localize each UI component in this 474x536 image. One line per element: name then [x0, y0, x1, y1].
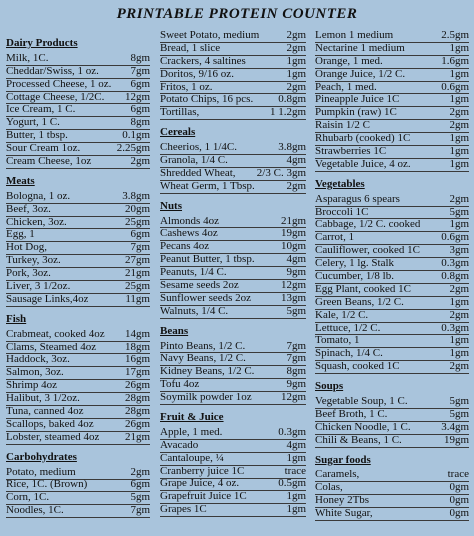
food-item: Bread, 1 slice	[160, 41, 221, 54]
protein-value: 3.4gm	[441, 420, 469, 433]
section-heading: Carbohydrates	[6, 450, 77, 463]
food-item: Butter, 1 tbsp.	[6, 129, 68, 142]
section-heading: Nuts	[160, 199, 183, 212]
food-item: Shrimp 4oz	[6, 379, 58, 392]
protein-value: 7gm	[286, 352, 306, 365]
food-item: Chili & Beans, 1 C.	[315, 433, 402, 446]
food-item: Doritos, 9/16 oz.	[160, 67, 234, 80]
food-item: Ice Cream, 1 C.	[6, 103, 76, 116]
food-item: Pumpkin (raw) 1C	[315, 106, 397, 119]
protein-value: 1gm	[449, 347, 469, 360]
protein-value: trace	[284, 464, 306, 477]
food-item: Sausage Links,4oz	[6, 292, 89, 305]
protein-value: 6gm	[130, 103, 150, 116]
protein-value: 19gm	[280, 227, 306, 240]
food-item: Processed Cheese, 1 oz.	[6, 77, 112, 90]
protein-value: 1gm	[449, 157, 469, 170]
protein-value: 28gm	[124, 405, 150, 418]
section-heading: Vegetables	[315, 177, 365, 190]
protein-value: 0gm	[449, 507, 469, 520]
food-item: Lobster, steamed 4oz	[6, 430, 100, 443]
protein-value: 2gm	[286, 41, 306, 54]
food-item: Asparagus 6 spears	[315, 192, 400, 205]
section-heading: Fruit & Juice	[160, 411, 224, 424]
food-item: Cabbage, 1/2 C. cooked	[315, 218, 421, 231]
protein-value: 25gm	[124, 215, 150, 228]
food-item: Pork, 3oz.	[6, 267, 51, 280]
food-item: Apple, 1 med.	[160, 425, 223, 438]
food-item: Crabmeat, cooked 4oz	[6, 327, 105, 340]
food-item: Granola, 1/4 C.	[160, 154, 228, 166]
protein-value: 11gm	[125, 292, 150, 305]
protein-value: 3.8gm	[122, 189, 150, 202]
food-item: Rice, 1C. (Brown)	[6, 478, 88, 491]
protein-value: 0.3gm	[278, 425, 306, 438]
food-item: Cream Cheese, 1oz	[6, 155, 92, 167]
protein-value: 9gm	[286, 266, 306, 279]
food-item: Honey 2Tbs	[315, 494, 370, 507]
protein-value: 1gm	[286, 503, 306, 516]
protein-value: 1gm	[449, 145, 469, 157]
food-row	[160, 306, 306, 319]
protein-value: 2/3 C. 3gm	[256, 166, 306, 179]
food-row	[315, 508, 469, 521]
food-item: Cheddar/Swiss, 1 oz.	[6, 64, 99, 77]
protein-value: 1gm	[286, 451, 306, 464]
section-heading: Meats	[6, 174, 35, 187]
protein-value: 2gm	[286, 179, 306, 192]
food-item: Kale, 1/2 C.	[315, 308, 369, 321]
protein-value: 2gm	[286, 28, 306, 41]
protein-value: 5gm	[449, 205, 469, 218]
food-item: Sour Cream 1oz.	[6, 142, 81, 155]
protein-value: 1gm	[286, 490, 306, 503]
protein-value: 19gm	[443, 433, 469, 446]
protein-value: 2gm	[130, 465, 150, 478]
protein-value: 0.1gm	[122, 129, 150, 142]
food-item: Grapes 1C	[160, 503, 207, 516]
food-item: Squash, cooked 1C	[315, 360, 400, 373]
food-item: Pinto Beans, 1/2 C.	[160, 339, 246, 352]
food-item: Liver, 3 1/2oz.	[6, 280, 71, 293]
protein-value: 0.3gm	[441, 257, 469, 270]
food-item: Cheerios, 1 1/4C.	[160, 141, 237, 154]
food-item: Fritos, 1 oz.	[160, 80, 213, 93]
protein-value: 6gm	[130, 478, 150, 491]
protein-value: 16gm	[124, 353, 150, 366]
food-row	[6, 505, 150, 518]
food-item: Potato Chips, 16 pcs.	[160, 93, 254, 106]
protein-value: 2gm	[449, 106, 469, 119]
protein-value: 1gm	[449, 295, 469, 308]
protein-value: 7gm	[130, 504, 150, 517]
food-item: Caramels,	[315, 468, 360, 481]
protein-value: 0.8gm	[441, 270, 469, 283]
food-item: Tortillas,	[160, 106, 200, 119]
protein-value: 12gm	[124, 90, 150, 103]
protein-value: 6gm	[130, 77, 150, 90]
food-item: Rhubarb (cooked) 1C	[315, 132, 411, 145]
food-item: Broccoli 1C	[315, 205, 369, 218]
food-item: Clams, Steamed 4oz	[6, 340, 97, 353]
protein-value: 2gm	[286, 80, 306, 93]
protein-value: 2.25gm	[116, 142, 150, 155]
protein-value: 18gm	[124, 340, 150, 353]
protein-value: 21gm	[124, 267, 150, 280]
protein-value: 21gm	[280, 214, 306, 227]
protein-value: 17gm	[124, 366, 150, 379]
food-item: Peach, 1 med.	[315, 80, 377, 93]
food-item: Peanuts, 1/4 C.	[160, 266, 227, 279]
section-heading: Soups	[315, 380, 344, 393]
protein-value: 14gm	[124, 327, 150, 340]
food-item: Sweet Potato, medium	[160, 28, 260, 41]
food-item: Nectarine 1 medium	[315, 41, 405, 54]
protein-value: 3.8gm	[278, 141, 306, 154]
food-item: Vegetable Juice, 4 oz.	[315, 157, 411, 170]
protein-value: 20gm	[124, 202, 150, 215]
food-item: Avacado	[160, 438, 199, 451]
food-item: Colas,	[315, 481, 343, 494]
food-item: Salmon, 3oz.	[6, 366, 64, 379]
food-item: Milk, 1C.	[6, 51, 49, 64]
protein-value: 12gm	[280, 391, 306, 404]
protein-value: 2.5gm	[441, 28, 469, 41]
food-item: Cantaloupe, ¼	[160, 451, 224, 464]
food-item: Bologna, 1 oz.	[6, 189, 71, 202]
protein-value: 10gm	[280, 240, 306, 253]
protein-value: 4gm	[286, 253, 306, 266]
protein-value: 8gm	[130, 51, 150, 64]
page-title: PRINTABLE PROTEIN COUNTER	[116, 6, 358, 22]
protein-value: 3gm	[449, 244, 469, 257]
food-row	[315, 159, 469, 172]
food-item: Shredded Wheat,	[160, 166, 236, 179]
food-item: Scallops, baked 4oz	[6, 417, 94, 430]
protein-value: 7gm	[130, 241, 150, 254]
protein-value: 25gm	[124, 280, 150, 293]
food-item: Walnuts, 1/4 C.	[160, 304, 229, 317]
food-item: Lettuce, 1/2 C.	[315, 321, 381, 334]
food-item: Green Beans, 1/2 C.	[315, 295, 404, 308]
protein-value: 2gm	[449, 308, 469, 321]
food-item: Wheat Germ, 1 Tbsp.	[160, 179, 255, 192]
protein-value: 9gm	[286, 378, 306, 391]
protein-value: 5gm	[449, 395, 469, 408]
food-item: Sunflower seeds 2oz	[160, 291, 252, 304]
protein-value: 0gm	[449, 481, 469, 494]
protein-value: 5gm	[286, 304, 306, 317]
food-item: White Sugar,	[315, 507, 373, 520]
food-item: Haddock, 3oz.	[6, 353, 70, 366]
food-item: Chicken Noodle, 1 C.	[315, 420, 411, 433]
food-item: Crackers, 4 saltines	[160, 54, 246, 67]
protein-value: 1gm	[449, 334, 469, 347]
food-item: Egg, 1	[6, 228, 35, 241]
protein-value: 2gm	[130, 155, 150, 167]
protein-value: 21gm	[124, 430, 150, 443]
protein-value: 0.6gm	[441, 80, 469, 93]
column-2	[160, 30, 306, 517]
food-row	[6, 156, 150, 169]
protein-value: 1 1.2gm	[269, 106, 306, 119]
food-item: Cranberry juice 1C	[160, 464, 245, 477]
food-item: Orange, 1 med.	[315, 54, 383, 67]
protein-value: 8gm	[130, 116, 150, 129]
protein-value: 0.8gm	[278, 93, 306, 106]
food-row	[160, 504, 306, 517]
protein-value: 0gm	[449, 494, 469, 507]
section-heading: Cereals	[160, 126, 196, 139]
food-item: Lemon 1 medium	[315, 28, 394, 41]
food-item: Tuna, canned 4oz	[6, 405, 84, 418]
protein-value: 26gm	[124, 379, 150, 392]
food-item: Cottage Cheese, 1/2C.	[6, 90, 105, 103]
protein-value: 7gm	[286, 339, 306, 352]
protein-value: 4gm	[286, 154, 306, 166]
protein-value: 8gm	[286, 365, 306, 378]
food-item: Beef Broth, 1 C.	[315, 407, 388, 420]
food-item: Sesame seeds 2oz	[160, 279, 239, 292]
protein-value: 1gm	[449, 132, 469, 145]
protein-value: 2gm	[449, 282, 469, 295]
food-item: Navy Beans, 1/2 C.	[160, 352, 246, 365]
food-row	[160, 107, 306, 120]
protein-value: 0.6gm	[441, 231, 469, 244]
protein-value: 1gm	[449, 41, 469, 54]
food-item: Tomato, 1	[315, 334, 360, 347]
food-item: Cucumber, 1/8 lb.	[315, 270, 394, 283]
food-item: Tofu 4oz	[160, 378, 200, 391]
column-1	[6, 37, 150, 518]
food-item: Vegetable Soup, 1 C.	[315, 395, 408, 408]
food-item: Chicken, 3oz.	[6, 215, 67, 228]
protein-value: 1gm	[449, 218, 469, 231]
food-item: Grape Juice, 4 oz.	[160, 477, 240, 490]
food-item: Soymilk powder 1oz	[160, 391, 252, 404]
food-item: Hot Dog,	[6, 241, 47, 254]
protein-value: 1gm	[449, 67, 469, 80]
food-item: Potato, medium	[6, 465, 76, 478]
food-item: Beef, 3oz.	[6, 202, 51, 215]
protein-value: 2gm	[449, 360, 469, 373]
protein-value: trace	[447, 468, 469, 481]
protein-value: 1.6gm	[441, 54, 469, 67]
food-item: Strawberries 1C	[315, 145, 387, 157]
protein-value: 0.3gm	[441, 321, 469, 334]
food-item: Noodles, 1C.	[6, 504, 64, 517]
food-row	[160, 392, 306, 405]
protein-value: 5gm	[449, 407, 469, 420]
food-row	[315, 361, 469, 374]
food-item: Celery, 1 lg. Stalk	[315, 257, 395, 270]
column-3	[315, 30, 469, 521]
protein-value: 0.5gm	[278, 477, 306, 490]
food-item: Kidney Beans, 1/2 C.	[160, 365, 255, 378]
protein-value: 26gm	[124, 417, 150, 430]
protein-value: 4gm	[286, 438, 306, 451]
protein-value: 27gm	[124, 254, 150, 267]
section-heading: Sugar foods	[315, 453, 371, 466]
food-item: Spinach, 1/4 C.	[315, 347, 383, 360]
protein-value: 6gm	[130, 228, 150, 241]
protein-value: 7gm	[130, 64, 150, 77]
food-row	[160, 181, 306, 194]
food-row	[6, 432, 150, 445]
protein-value: 28gm	[124, 392, 150, 405]
food-item: Cashews 4oz	[160, 227, 218, 240]
food-item: Corn, 1C.	[6, 491, 50, 504]
food-item: Carrot, 1	[315, 231, 355, 244]
food-item: Pecans 4oz	[160, 240, 210, 253]
protein-value: 1gm	[449, 93, 469, 106]
protein-value: 5gm	[130, 491, 150, 504]
food-item: Pineapple Juice 1C	[315, 93, 400, 106]
food-item: Turkey, 3oz.	[6, 254, 61, 267]
protein-value: 1gm	[286, 54, 306, 67]
food-item: Grapefruit Juice 1C	[160, 490, 247, 503]
food-item: Egg Plant, cooked 1C	[315, 282, 411, 295]
food-row	[6, 294, 150, 307]
food-row	[315, 435, 469, 448]
food-item: Raisin 1/2 C	[315, 119, 371, 132]
food-item: Orange Juice, 1/2 C.	[315, 67, 406, 80]
food-item: Yogurt, 1 C.	[6, 116, 60, 129]
section-heading: Beans	[160, 324, 189, 337]
food-item: Almonds 4oz	[160, 214, 219, 227]
protein-value: 2gm	[449, 119, 469, 132]
food-item: Halibut, 3 1/2oz.	[6, 392, 80, 405]
protein-value: 2gm	[449, 192, 469, 205]
section-heading: Dairy Products	[6, 37, 78, 49]
food-item: Peanut Butter, 1 tbsp.	[160, 253, 255, 266]
protein-value: 13gm	[280, 291, 306, 304]
food-item: Cauliflower, cooked 1C	[315, 244, 420, 257]
section-heading: Fish	[6, 312, 27, 325]
protein-value: 12gm	[280, 279, 306, 292]
protein-value: 1gm	[286, 67, 306, 80]
